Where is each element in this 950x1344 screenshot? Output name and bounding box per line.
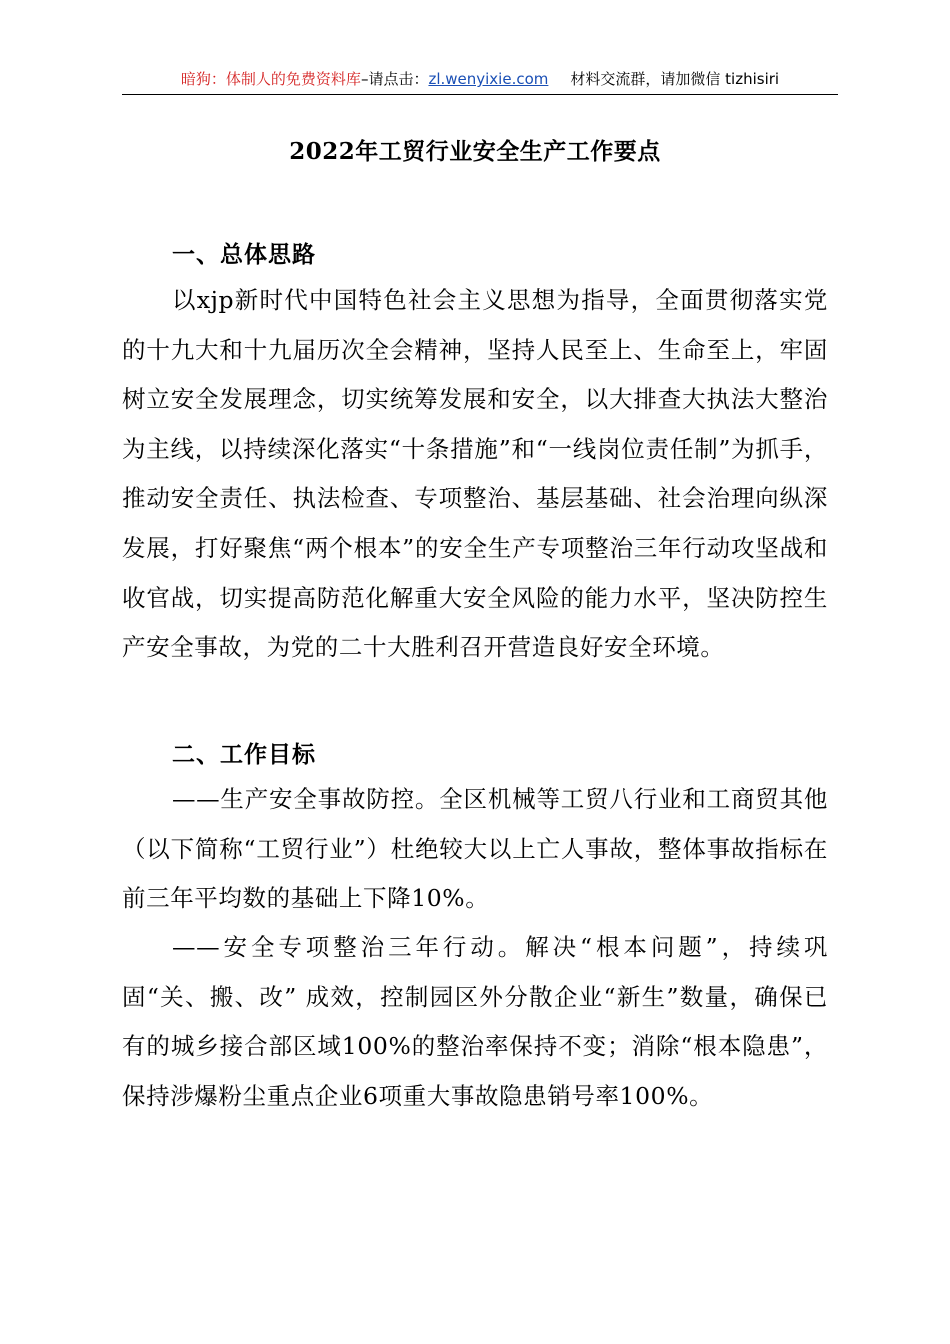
page-header xyxy=(122,68,838,95)
section-heading-overview: 一、总体思路 xyxy=(172,242,316,268)
header-note: 材料交流群，请加微信 tizhisiri xyxy=(570,70,780,88)
paragraph-goal-special-rectification: ——安全专项整治三年行动。解决“根本问题”，持续巩固“关、搬、改” 成效，控制园区外分散企业“新生”数量，确保已有的城乡接合部区域100%的整治率保持不变；消除“根本隐患”，保持涉爆粉尘重点企业6项重大事故隐患销号率100%。 xyxy=(122,933,828,1110)
header-brand: 暗狗：体制人的免费资料库 xyxy=(180,70,361,88)
paragraph-goal-accident-control: ——生产安全事故防控。全区机械等工贸八行业和工商贸其他（以下简称“工贸行业”）杜绝较大以上亡人事故，整体事故指标在前三年平均数的基础上下降10%。 xyxy=(122,785,828,913)
section-heading-goals: 二、工作目标 xyxy=(172,742,316,768)
header-dash: –请点击： xyxy=(360,70,429,88)
header-link[interactable]: zl.wenyixie.com xyxy=(428,70,549,88)
paragraph-overview: 以xjp新时代中国特色社会主义思想为指导，全面贯彻落实党的十九大和十九届历次全会精神，坚持人民至上、生命至上，牢固树立安全发展理念，切实统筹发展和安全，以大排查大执法大整治为主线，以持续深化落实“十条措施”和“一线岗位责任制”为抓手，推动安全责任、执法检查、专项整治、基层基础、社会治理向纵深发展，打好聚焦“两个根本”的安全生产专项整治三年行动攻坚战和收官战，切实提高防范化解重大安全风险的能力水平，坚决防控生产安全事故，为党的二十大胜利召开营造良好安全环境。 xyxy=(122,286,828,662)
document-title: 2022年工贸行业安全生产工作要点 xyxy=(289,138,661,165)
